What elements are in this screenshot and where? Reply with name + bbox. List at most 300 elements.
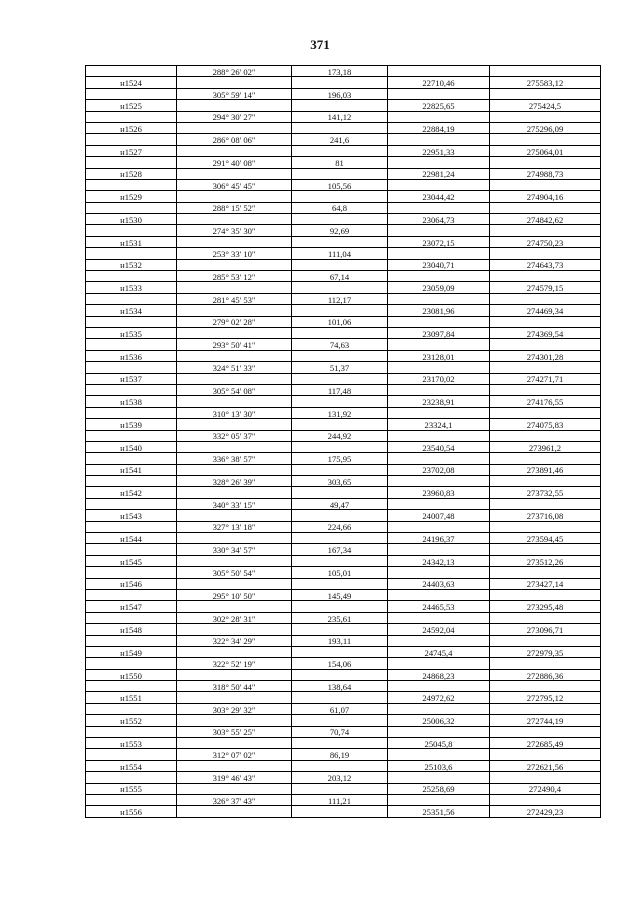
empty-cell (86, 726, 177, 737)
point-name: н1528 (86, 168, 177, 179)
segment-row (86, 66, 601, 77)
empty-cell (292, 214, 388, 225)
x-coordinate: 25351,56 (388, 806, 490, 817)
segment-length: 86,19 (292, 749, 388, 760)
point-row (86, 806, 601, 817)
y-coordinate: 272429,23 (490, 806, 601, 817)
x-coordinate: 23540,54 (388, 441, 490, 452)
point-name: н1534 (86, 305, 177, 316)
empty-cell (388, 749, 490, 760)
empty-cell (86, 362, 177, 373)
empty-cell (177, 305, 292, 316)
segment-row (86, 681, 601, 692)
point-name: н1551 (86, 692, 177, 703)
y-coordinate: 272490,4 (490, 783, 601, 794)
y-coordinate: 273891,46 (490, 464, 601, 475)
point-row (86, 533, 601, 544)
y-coordinate: 275424,5 (490, 100, 601, 111)
segment-row (86, 612, 601, 623)
segment-length: 167,34 (292, 544, 388, 555)
point-row (86, 350, 601, 361)
point-name: н1546 (86, 578, 177, 589)
empty-cell (292, 783, 388, 794)
empty-cell (388, 362, 490, 373)
y-coordinate: 272795,12 (490, 692, 601, 703)
y-coordinate: 274842,62 (490, 214, 601, 225)
segment-row (86, 453, 601, 464)
y-coordinate: 273732,55 (490, 487, 601, 498)
empty-cell (388, 202, 490, 213)
empty-cell (86, 157, 177, 168)
x-coordinate: 23170,02 (388, 373, 490, 384)
empty-cell (292, 760, 388, 771)
empty-cell (388, 498, 490, 509)
empty-cell (177, 396, 292, 407)
empty-cell (490, 88, 601, 99)
y-coordinate: 274988,73 (490, 168, 601, 179)
point-name: н1547 (86, 601, 177, 612)
empty-cell (388, 476, 490, 487)
empty-cell (177, 327, 292, 338)
direction-angle: 312° 07' 02" (177, 749, 292, 760)
empty-cell (388, 339, 490, 350)
empty-cell (490, 407, 601, 418)
segment-length: 193,11 (292, 635, 388, 646)
point-name: н1544 (86, 533, 177, 544)
segment-length: 138,64 (292, 681, 388, 692)
empty-cell (177, 236, 292, 247)
point-name: н1542 (86, 487, 177, 498)
empty-cell (177, 806, 292, 817)
segment-row (86, 521, 601, 532)
point-name: н1550 (86, 669, 177, 680)
x-coordinate: 23960,83 (388, 487, 490, 498)
empty-cell (490, 498, 601, 509)
x-coordinate: 23081,96 (388, 305, 490, 316)
point-name: н1529 (86, 191, 177, 202)
segment-length: 105,01 (292, 567, 388, 578)
segment-length: 74,63 (292, 339, 388, 350)
direction-angle: 324° 51' 33" (177, 362, 292, 373)
x-coordinate: 24592,04 (388, 624, 490, 635)
empty-cell (177, 77, 292, 88)
segment-length: 303,65 (292, 476, 388, 487)
empty-cell (177, 601, 292, 612)
empty-cell (86, 772, 177, 783)
empty-cell (292, 464, 388, 475)
empty-cell (388, 248, 490, 259)
x-coordinate: 23040,71 (388, 259, 490, 270)
empty-cell (177, 533, 292, 544)
empty-cell (490, 157, 601, 168)
direction-angle: 303° 55' 25" (177, 726, 292, 737)
point-row (86, 715, 601, 726)
empty-cell (388, 88, 490, 99)
point-row (86, 692, 601, 703)
empty-cell (86, 476, 177, 487)
segment-length: 70,74 (292, 726, 388, 737)
y-coordinate: 274750,23 (490, 236, 601, 247)
point-row (86, 77, 601, 88)
empty-cell (292, 373, 388, 384)
y-coordinate: 273716,08 (490, 510, 601, 521)
y-coordinate: 274075,83 (490, 419, 601, 430)
empty-cell (177, 282, 292, 293)
direction-angle: 330° 34' 57" (177, 544, 292, 555)
y-coordinate: 272979,35 (490, 646, 601, 657)
x-coordinate: 25006,32 (388, 715, 490, 726)
empty-cell (292, 350, 388, 361)
empty-cell (490, 749, 601, 760)
direction-angle: 303° 29' 32" (177, 703, 292, 714)
empty-cell (177, 624, 292, 635)
point-row (86, 145, 601, 156)
x-coordinate: 24007,48 (388, 510, 490, 521)
y-coordinate: 274176,55 (490, 396, 601, 407)
empty-cell (86, 316, 177, 327)
segment-length: 49,47 (292, 498, 388, 509)
x-coordinate: 23044,42 (388, 191, 490, 202)
point-row (86, 282, 601, 293)
x-coordinate: 24196,37 (388, 533, 490, 544)
point-name: н1552 (86, 715, 177, 726)
segment-row (86, 589, 601, 600)
empty-cell (292, 327, 388, 338)
segment-row (86, 726, 601, 737)
point-row (86, 555, 601, 566)
segment-length: 117,48 (292, 384, 388, 395)
empty-cell (388, 453, 490, 464)
empty-cell (388, 726, 490, 737)
empty-cell (177, 646, 292, 657)
empty-cell (86, 225, 177, 236)
y-coordinate: 273096,71 (490, 624, 601, 635)
empty-cell (177, 441, 292, 452)
segment-row (86, 658, 601, 669)
segment-length: 196,03 (292, 88, 388, 99)
y-coordinate: 275296,09 (490, 122, 601, 133)
y-coordinate: 274469,34 (490, 305, 601, 316)
point-name: н1527 (86, 145, 177, 156)
point-row (86, 624, 601, 635)
x-coordinate: 24972,62 (388, 692, 490, 703)
empty-cell (86, 111, 177, 122)
empty-cell (86, 134, 177, 145)
empty-cell (388, 157, 490, 168)
empty-cell (292, 555, 388, 566)
empty-cell (388, 384, 490, 395)
empty-cell (388, 589, 490, 600)
point-row (86, 578, 601, 589)
x-coordinate: 22825,65 (388, 100, 490, 111)
segment-row (86, 567, 601, 578)
y-coordinate: 273961,2 (490, 441, 601, 452)
empty-cell (490, 66, 601, 77)
segment-length: 241,6 (292, 134, 388, 145)
y-coordinate: 274271,71 (490, 373, 601, 384)
segment-row (86, 772, 601, 783)
empty-cell (177, 191, 292, 202)
empty-cell (490, 453, 601, 464)
point-name: н1555 (86, 783, 177, 794)
point-row (86, 464, 601, 475)
segment-length: 105,56 (292, 179, 388, 190)
segment-row (86, 316, 601, 327)
point-name: н1553 (86, 738, 177, 749)
direction-angle: 253° 33' 10" (177, 248, 292, 259)
empty-cell (490, 635, 601, 646)
segment-length: 224,66 (292, 521, 388, 532)
x-coordinate: 25103,6 (388, 760, 490, 771)
empty-cell (86, 612, 177, 623)
empty-cell (177, 350, 292, 361)
empty-cell (292, 510, 388, 521)
empty-cell (292, 305, 388, 316)
empty-cell (86, 498, 177, 509)
point-row (86, 783, 601, 794)
empty-cell (86, 179, 177, 190)
point-row (86, 738, 601, 749)
y-coordinate: 274904,16 (490, 191, 601, 202)
empty-cell (86, 589, 177, 600)
direction-angle: 288° 15' 52" (177, 202, 292, 213)
x-coordinate: 23097,84 (388, 327, 490, 338)
empty-cell (388, 703, 490, 714)
y-coordinate: 273427,14 (490, 578, 601, 589)
direction-angle: 306° 45' 45" (177, 179, 292, 190)
direction-angle: 285° 53' 12" (177, 271, 292, 282)
y-coordinate: 273594,45 (490, 533, 601, 544)
empty-cell (292, 738, 388, 749)
empty-cell (86, 544, 177, 555)
empty-cell (292, 77, 388, 88)
empty-cell (292, 122, 388, 133)
y-coordinate: 275583,12 (490, 77, 601, 88)
segment-length: 101,06 (292, 316, 388, 327)
direction-angle: 322° 52' 19" (177, 658, 292, 669)
empty-cell (490, 384, 601, 395)
empty-cell (490, 316, 601, 327)
segment-row (86, 407, 601, 418)
direction-angle: 274° 35' 30" (177, 225, 292, 236)
y-coordinate: 274643,73 (490, 259, 601, 270)
empty-cell (388, 293, 490, 304)
point-name: н1539 (86, 419, 177, 430)
empty-cell (177, 122, 292, 133)
x-coordinate: 25258,69 (388, 783, 490, 794)
segment-length: 175,95 (292, 453, 388, 464)
empty-cell (388, 681, 490, 692)
empty-cell (490, 362, 601, 373)
empty-cell (86, 658, 177, 669)
segment-length: 111,21 (292, 795, 388, 806)
empty-cell (86, 453, 177, 464)
point-name: н1541 (86, 464, 177, 475)
point-row (86, 760, 601, 771)
empty-cell (388, 658, 490, 669)
empty-cell (177, 715, 292, 726)
empty-cell (490, 134, 601, 145)
empty-cell (292, 441, 388, 452)
segment-row (86, 476, 601, 487)
empty-cell (86, 248, 177, 259)
x-coordinate: 22710,46 (388, 77, 490, 88)
point-row (86, 305, 601, 316)
empty-cell (292, 692, 388, 703)
segment-row (86, 225, 601, 236)
point-row (86, 510, 601, 521)
empty-cell (86, 567, 177, 578)
y-coordinate: 275064,01 (490, 145, 601, 156)
x-coordinate: 23072,15 (388, 236, 490, 247)
empty-cell (292, 487, 388, 498)
segment-length: 131,92 (292, 407, 388, 418)
empty-cell (490, 271, 601, 282)
empty-cell (292, 646, 388, 657)
y-coordinate: 272744,19 (490, 715, 601, 726)
direction-angle: 318° 50' 44" (177, 681, 292, 692)
empty-cell (292, 100, 388, 111)
segment-length: 141,12 (292, 111, 388, 122)
direction-angle: 328° 26' 39" (177, 476, 292, 487)
empty-cell (388, 612, 490, 623)
segment-row (86, 362, 601, 373)
y-coordinate: 274301,28 (490, 350, 601, 361)
empty-cell (177, 692, 292, 703)
point-row (86, 646, 601, 657)
empty-cell (177, 373, 292, 384)
segment-length: 61,07 (292, 703, 388, 714)
point-name: н1538 (86, 396, 177, 407)
point-row (86, 259, 601, 270)
empty-cell (86, 681, 177, 692)
empty-cell (292, 601, 388, 612)
page-number: 371 (310, 37, 330, 52)
empty-cell (388, 407, 490, 418)
empty-cell (490, 726, 601, 737)
x-coordinate: 23128,01 (388, 350, 490, 361)
point-row (86, 396, 601, 407)
segment-row (86, 179, 601, 190)
direction-angle: 281° 45' 53" (177, 293, 292, 304)
empty-cell (86, 703, 177, 714)
empty-cell (292, 624, 388, 635)
empty-cell (177, 669, 292, 680)
empty-cell (177, 419, 292, 430)
empty-cell (177, 578, 292, 589)
point-name: н1533 (86, 282, 177, 293)
empty-cell (292, 191, 388, 202)
empty-cell (388, 134, 490, 145)
empty-cell (490, 225, 601, 236)
empty-cell (490, 795, 601, 806)
empty-cell (292, 145, 388, 156)
segment-row (86, 795, 601, 806)
empty-cell (86, 339, 177, 350)
segment-length: 173,18 (292, 66, 388, 77)
empty-cell (388, 544, 490, 555)
y-coordinate: 274369,54 (490, 327, 601, 338)
x-coordinate: 23059,09 (388, 282, 490, 293)
empty-cell (388, 430, 490, 441)
segment-row (86, 248, 601, 259)
empty-cell (490, 430, 601, 441)
point-name: н1526 (86, 122, 177, 133)
empty-cell (177, 783, 292, 794)
empty-cell (177, 100, 292, 111)
point-row (86, 601, 601, 612)
point-name: н1530 (86, 214, 177, 225)
x-coordinate: 22951,33 (388, 145, 490, 156)
empty-cell (388, 111, 490, 122)
segment-length: 154,06 (292, 658, 388, 669)
segment-row (86, 498, 601, 509)
x-coordinate: 24403,63 (388, 578, 490, 589)
segment-row (86, 749, 601, 760)
empty-cell (177, 510, 292, 521)
direction-angle: 327° 13' 18" (177, 521, 292, 532)
segment-row (86, 384, 601, 395)
empty-cell (388, 179, 490, 190)
x-coordinate: 23324,1 (388, 419, 490, 430)
empty-cell (292, 419, 388, 430)
segment-row (86, 339, 601, 350)
direction-angle: 322° 34' 29" (177, 635, 292, 646)
point-row (86, 441, 601, 452)
direction-angle: 286° 08' 06" (177, 134, 292, 145)
point-row (86, 214, 601, 225)
empty-cell (490, 339, 601, 350)
point-name: н1535 (86, 327, 177, 338)
empty-cell (490, 521, 601, 532)
x-coordinate: 22884,19 (388, 122, 490, 133)
empty-cell (292, 168, 388, 179)
direction-angle: 305° 50' 54" (177, 567, 292, 578)
empty-cell (490, 567, 601, 578)
y-coordinate: 274579,15 (490, 282, 601, 293)
table-body (86, 66, 601, 818)
empty-cell (86, 430, 177, 441)
segment-row (86, 271, 601, 282)
segment-row (86, 544, 601, 555)
direction-angle: 305° 59' 14" (177, 88, 292, 99)
empty-cell (86, 749, 177, 760)
empty-cell (292, 578, 388, 589)
segment-row (86, 157, 601, 168)
x-coordinate: 25045,8 (388, 738, 490, 749)
y-coordinate: 273295,48 (490, 601, 601, 612)
empty-cell (86, 407, 177, 418)
segment-row (86, 202, 601, 213)
segment-length: 203,12 (292, 772, 388, 783)
x-coordinate: 24745,4 (388, 646, 490, 657)
empty-cell (490, 111, 601, 122)
direction-angle: 291° 40' 08" (177, 157, 292, 168)
empty-cell (177, 214, 292, 225)
segment-length: 64,8 (292, 202, 388, 213)
point-row (86, 100, 601, 111)
x-coordinate: 24465,53 (388, 601, 490, 612)
empty-cell (388, 521, 490, 532)
empty-cell (490, 476, 601, 487)
segment-row (86, 635, 601, 646)
empty-cell (177, 259, 292, 270)
direction-angle: 326° 37' 43" (177, 795, 292, 806)
empty-cell (490, 772, 601, 783)
empty-cell (177, 760, 292, 771)
empty-cell (388, 795, 490, 806)
empty-cell (490, 703, 601, 714)
